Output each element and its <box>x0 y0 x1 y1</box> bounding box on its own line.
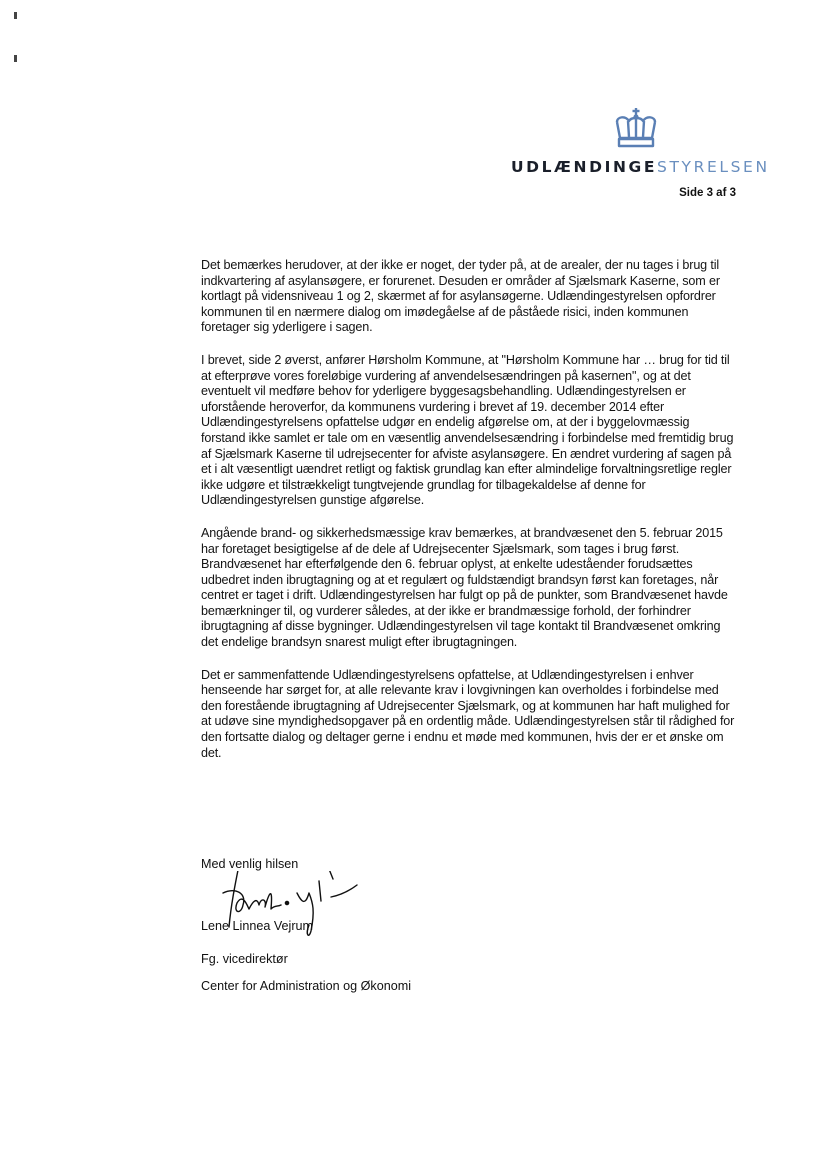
signer-role: Fg. vicedirektør <box>201 952 288 966</box>
paragraph: Angående brand- og sikkerhedsmæssige krav bemærkes, at brandvæsenet den 5. februar 2015 har foretaget besigtigelse af de dele af Udrejsecenter Sjælsmark, som tages i brug først. Brandvæsenet har efterfølgende den 6. februar oplyst, at enkelte udeståender forudsættes udbedret inden ibrugtagning og at et regulært og fuldstændigt brandsyn først kan foretages, når centret er taget i drift. Udlændingestyrelsen har fulgt op på de punkter, som Brandvæsenet havde bemærkninger til, og vurderer således, at der ikke er brandmæssige forhold, der forhindrer ibrugtagning af disse bygninger. Udlændingestyrelsen vil tage kontakt til Brandvæsenet omkring det endelige brandsyn snarest muligt efter ibrugtagningen. <box>201 525 728 650</box>
paragraph: Det bemærkes herudover, at der ikke er noget, der tyder på, at de arealer, der nu tages i brug til indkvartering af asylansøgere, er forurenet. Desuden er områder af Sjælsmark Kaserne, som er kortlagt på vidensniveau 1 og 2, skærmet af for asylansøgerne. Udlændingestyrelsen opfordrer kommunen til en nærmere dialog om imødegåelse af de påståede risici, inden kommunen foretager sig yderligere i sagen. <box>201 258 720 335</box>
crown-logo-icon <box>612 106 660 150</box>
logo-text-bold: UDLÆNDINGE <box>511 158 658 176</box>
signer-name: Lene Linnea Vejrum <box>201 919 314 933</box>
logo-text-light: STYRELSEN <box>657 158 770 176</box>
signer-department: Center for Administration og Økonomi <box>201 979 411 993</box>
closing-greeting: Med venlig hilsen <box>201 857 299 871</box>
margin-mark <box>14 12 17 19</box>
paragraph: I brevet, side 2 øverst, anfører Hørsholm Kommune, at "Hørsholm Kommune har … brug for tid til at efterprøve vores foreløbige vurdering af anvendelsesændringen på kasernen", og at det eventuelt vil medføre behov for yderligere byggesagsbehandling. Udlændingestyrelsen er uforstående heroverfor, da kommunens vurdering i brevet af 19. december 2014 efter Udlændingestyrelsens opfattelse udgør en endelig afgørelse om, at der i byggelovmæssig forstand ikke samlet er tale om en væsentlig anvendelsesændring i forbindelse med fremtidig brug af Sjælsmark Kaserne til udrejsecenter for afviste asylansøgere. En ændret vurdering af sagen på et i alt væsentligt uændret retligt og faktisk grundlag kan efter almindelige forvaltningsretlige regler ikke udgøre et tilstrækkeligt tungtvejende grundlag for tilbagekaldelse af denne for Udlændingestyrelsen gunstige afgørelse. <box>201 352 734 508</box>
letter-body <box>201 258 736 778</box>
agency-logo-text <box>511 158 770 176</box>
paragraph: Det er sammenfattende Udlændingestyrelsens opfattelse, at Udlændingestyrelsen i enhver henseende har sørget for, at alle relevante krav i lovgivningen kan overholdes i forbindelse med den forestående ibrugtagning af Udrejsecenter Sjælsmark, og at kommunen har haft mulighed for at udøve sine myndighedsopgaver på en ordentlig måde. Udlændingestyrelsen står til rådighed for den fortsatte dialog og deltager gerne i endnu et møde med kommunen, hvis der er et ønske om det. <box>201 667 735 760</box>
page-number: Side 3 af 3 <box>679 187 736 199</box>
margin-mark <box>14 55 17 62</box>
